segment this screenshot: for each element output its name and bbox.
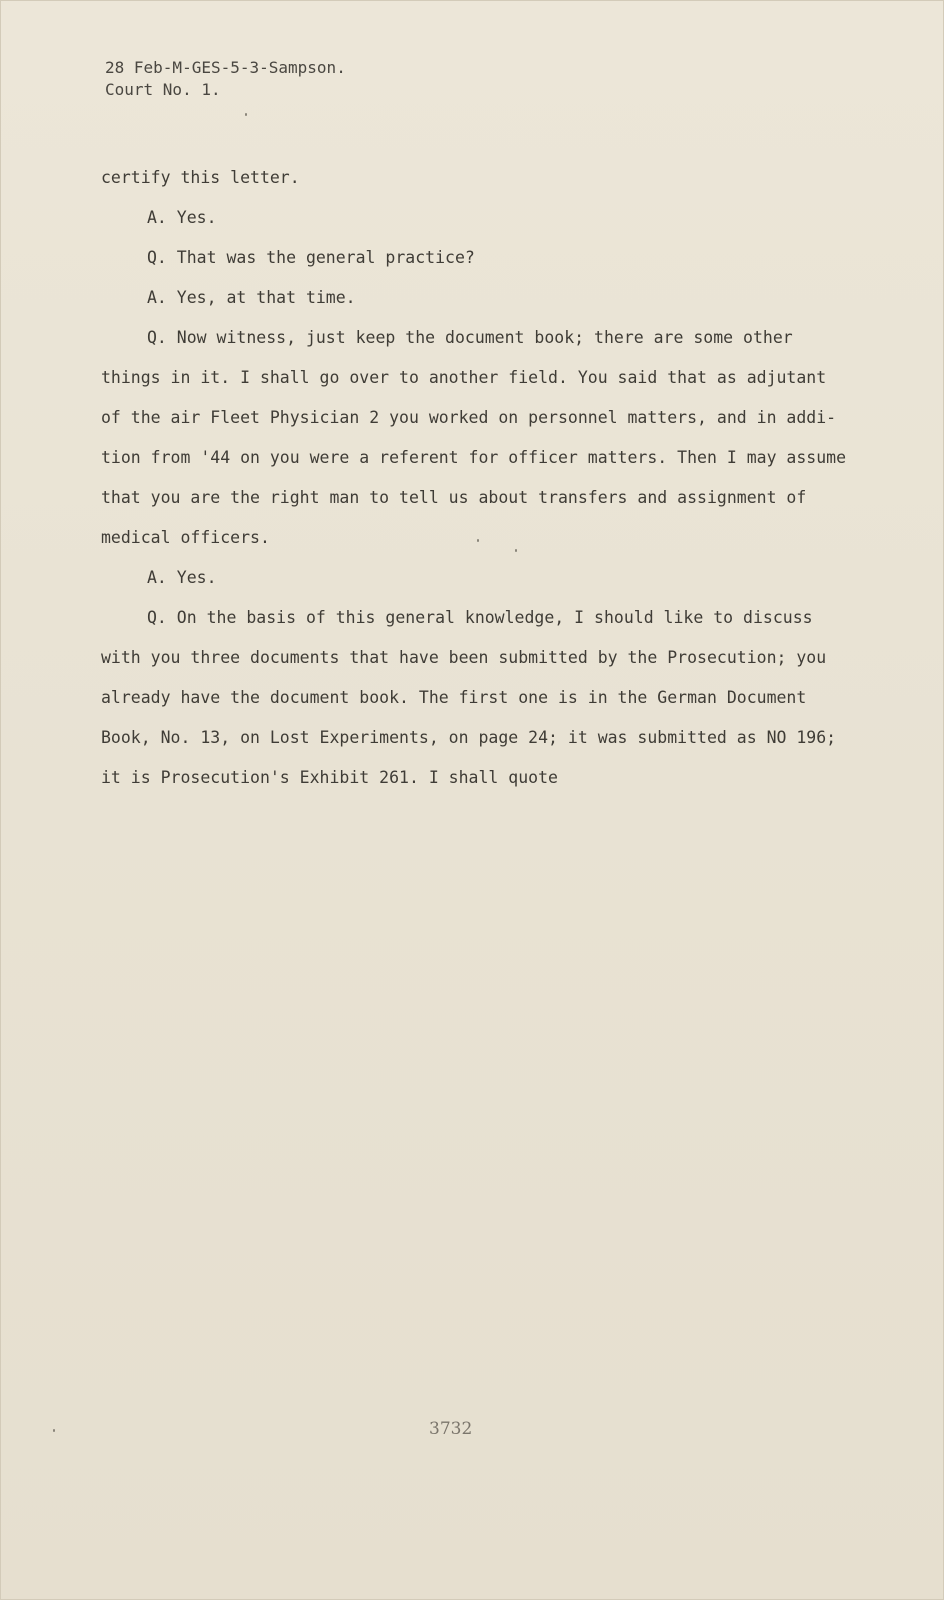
transcript-line: A. Yes. bbox=[147, 568, 217, 587]
transcript-line: tion from '44 on you were a referent for officer matters. Then I may assume bbox=[101, 448, 847, 467]
header-line-2: Court No. 1. bbox=[105, 80, 221, 99]
speck-mark bbox=[245, 113, 247, 116]
transcript-line: of the air Fleet Physician 2 you worked on personnel matters, and in addi- bbox=[101, 408, 837, 427]
transcript-line: Q. Now witness, just keep the document book; there are some other bbox=[147, 328, 793, 347]
speck-mark bbox=[477, 539, 479, 542]
speck-mark bbox=[515, 549, 517, 552]
transcript-line: medical officers. bbox=[101, 528, 270, 547]
transcript-line: Q. That was the general practice? bbox=[147, 248, 475, 267]
document-header bbox=[105, 57, 346, 101]
transcript-line: Book, No. 13, on Lost Experiments, on page 24; it was submitted as NO 196; bbox=[101, 728, 837, 747]
transcript-line: that you are the right man to tell us about transfers and assignment of bbox=[101, 488, 807, 507]
transcript-line: things in it. I shall go over to another field. You said that as adjutant bbox=[101, 368, 827, 387]
header-line-1: 28 Feb-M-GES-5-3-Sampson. bbox=[105, 58, 346, 77]
speck-mark bbox=[53, 1429, 55, 1432]
transcript-line: already have the document book. The first one is in the German Document bbox=[101, 688, 807, 707]
page-number: 3732 bbox=[429, 1419, 473, 1439]
transcript-line: A. Yes, at that time. bbox=[147, 288, 356, 307]
transcript-line: Q. On the basis of this general knowledge, I should like to discuss bbox=[147, 608, 813, 627]
transcript-line: A. Yes. bbox=[147, 208, 217, 227]
transcript-line: with you three documents that have been submitted by the Prosecution; you bbox=[101, 648, 827, 667]
transcript-line: it is Prosecution's Exhibit 261. I shall quote bbox=[101, 768, 558, 787]
transcript-body bbox=[101, 158, 891, 798]
transcript-line: certify this letter. bbox=[101, 168, 300, 187]
